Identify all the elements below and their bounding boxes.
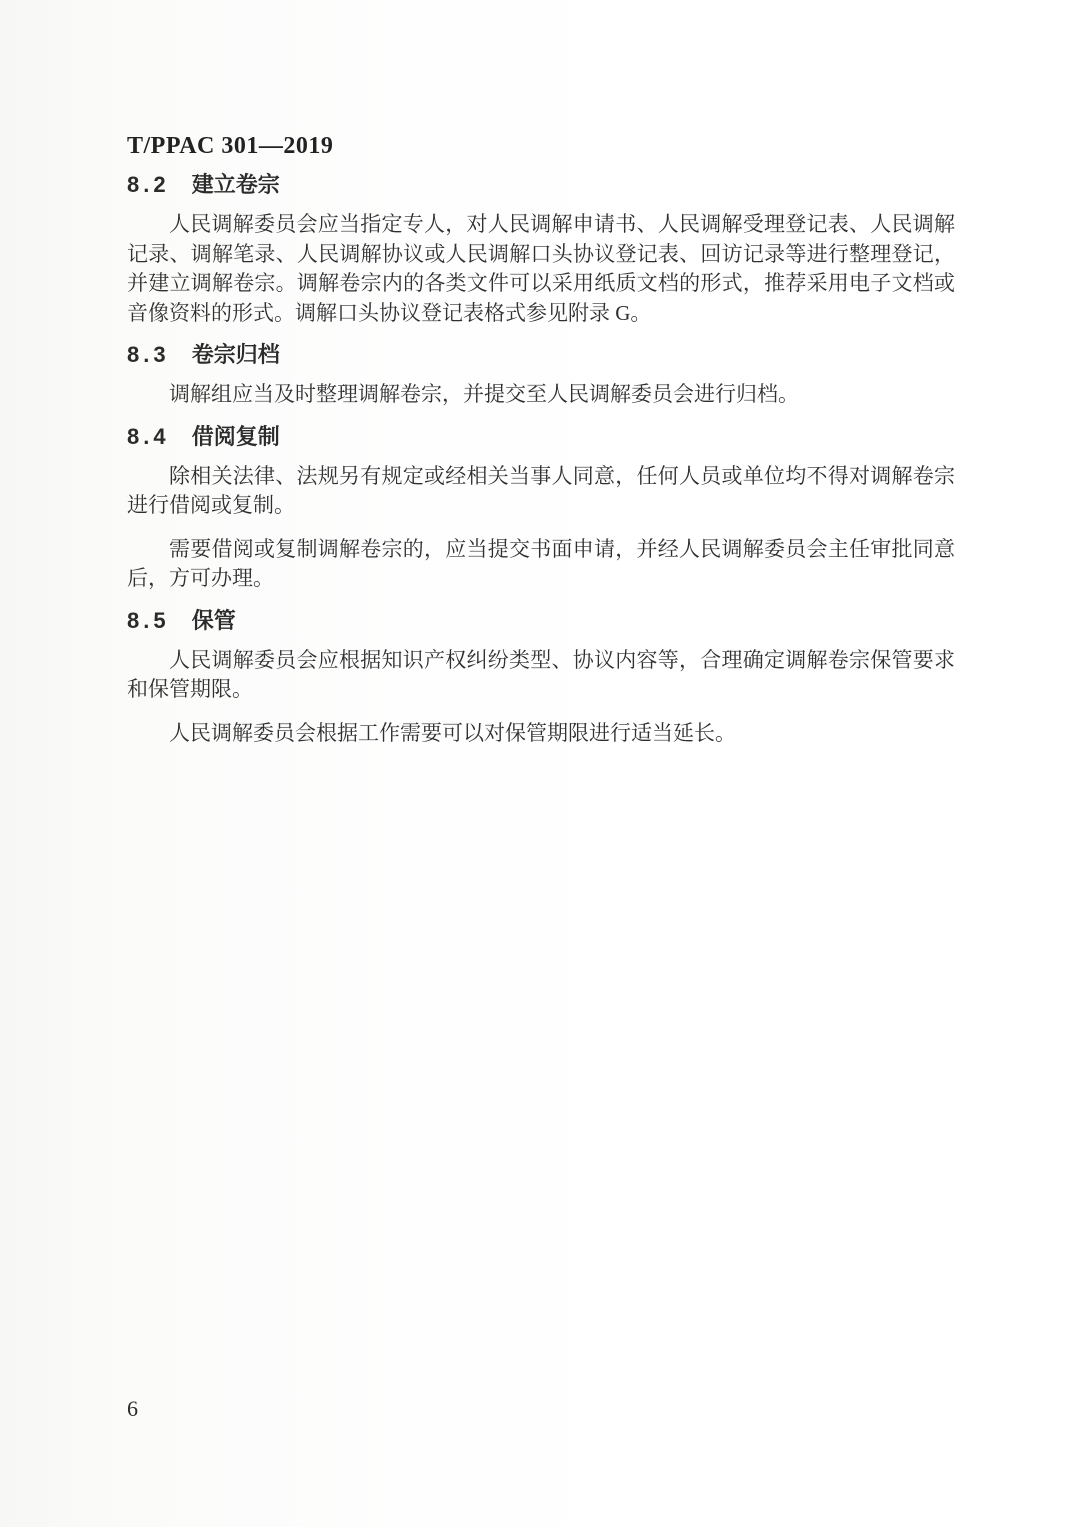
section-title: 保管 (191, 607, 236, 633)
document-header: T/PPAC 301—2019 (127, 133, 334, 159)
section-number: 8.3 (127, 342, 170, 367)
section-title: 卷宗归档 (191, 342, 280, 367)
section-heading-8-3 (127, 342, 955, 368)
section-number: 8.2 (127, 172, 170, 197)
paragraph: 人民调解委员会应根据知识产权纠纷类型、协议内容等，合理确定调解卷宗保管要求和保管期限。 (127, 647, 955, 701)
paragraph: 人民调解委员会根据工作需要可以对保管期限进行适当延长。 (169, 720, 736, 745)
section-number: 8.5 (127, 607, 170, 633)
page-number: 6 (127, 1396, 138, 1421)
section-number: 8.4 (127, 423, 170, 449)
section-title: 建立卷宗 (191, 172, 280, 197)
paragraph: 需要借阅或复制调解卷宗的，应当提交书面申请，并经人民调解委员会主任审批同意后，方可办理。 (127, 536, 955, 590)
section-heading-8-5 (127, 608, 955, 634)
paragraph: 除相关法律、法规另有规定或经相关当事人同意，任何人员或单位均不得对调解卷宗进行借阅或复制。 (127, 463, 955, 517)
section-heading-8-4 (127, 424, 955, 450)
paragraph: 调解组应当及时整理调解卷宗，并提交至人民调解委员会进行归档。 (169, 382, 799, 406)
paragraph: 人民调解委员会应当指定专人，对人民调解申请书、人民调解受理登记表、人民调解记录、调解笔录、人民调解协议或人民调解口头协议登记表、回访记录等进行整理登记，并建立调解卷宗。调解卷宗内的各类文件可以采用纸质文档的形式，推荐采用电子文档或音像资料的形式。调解口头协议登记表格式参见附录 G。 (127, 212, 955, 325)
section-heading-8-2 (127, 172, 955, 198)
section-title: 借阅复制 (191, 423, 280, 449)
